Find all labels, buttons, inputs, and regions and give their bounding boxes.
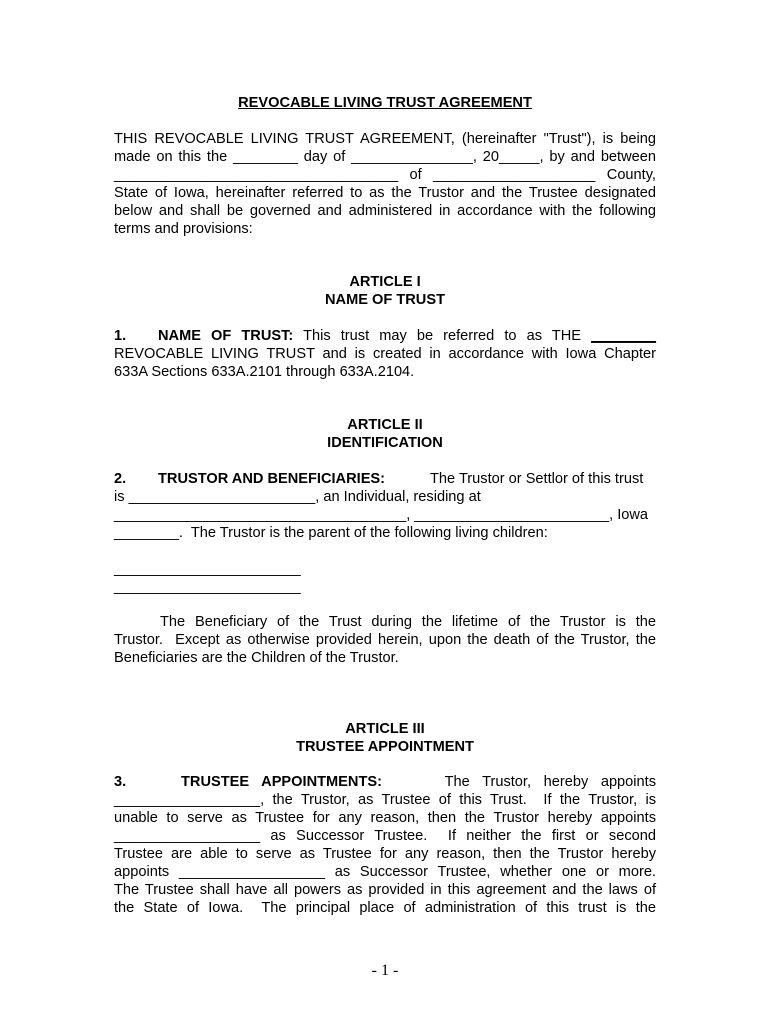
section-text: This trust may be referred to as THE [293,328,592,344]
page-number: - 1 - [371,962,399,979]
section-text: The Trustor, hereby appoints [444,774,656,790]
section-line: ________. The Trustor is the parent of the following living children: [114,525,548,541]
section-title: TRUSTOR AND BENEFICIARIES: [158,471,386,487]
section-title: TRUSTEE APPOINTMENTS: [181,774,382,790]
section-line: unable to serve as Trustee for any reason, then the Trustor hereby appoints [114,810,656,826]
section-number: 2. [114,471,127,487]
document-title: REVOCABLE LIVING TRUST AGREEMENT [238,95,532,111]
section-number: 1. [114,328,127,344]
section-line: Trustee are able to serve as Trustee for any reason, then the Trustor hereby [114,846,656,862]
child-name-blank: _______________________ [114,561,301,577]
beneficiary-line: Trustor. Except as otherwise provided herein, upon the death of the Trustor, the [114,632,656,648]
article-heading: ARTICLE II [347,417,423,433]
article-subheading: NAME OF TRUST [325,292,445,308]
article-subheading: IDENTIFICATION [327,435,443,451]
section-line: The Trustee shall have all powers as provided in this agreement and the laws of [114,882,656,898]
section-number: 3. [114,774,127,790]
article-heading: ARTICLE I [349,274,421,290]
article-heading: ARTICLE III [345,721,425,737]
beneficiary-line: The Beneficiary of the Trust during the lifetime of the Trustor is the [160,614,656,630]
intro-line: made on this the ________ day of _______________, 20_____, by and between [114,149,656,165]
intro-line: ___________________________________ of ____________________ County, [114,167,656,183]
section-line: appoints __________________ as Successor Trustee, whether one or more. [114,864,656,880]
section-text: The Trustor or Settlor of this trust [430,471,644,487]
intro-line: State of Iowa, hereinafter referred to as the Trustor and the Trustee designated [114,185,656,201]
child-name-blank: _______________________ [114,579,301,595]
trust-name-blank: ________ [591,328,657,344]
section-line: REVOCABLE LIVING TRUST and is created in accordance with Iowa Chapter [114,346,656,362]
section-first-line [181,773,656,791]
section-line: 633A Sections 633A.2101 through 633A.2104. [114,364,415,380]
intro-line: below and shall be governed and administered in accordance with the following [114,203,656,219]
section-line: the State of Iowa. The principal place of administration of this trust is the [114,900,656,916]
section-line: __________________, the Trustor, as Trustee of this Trust. If the Trustor, is [114,792,656,808]
section-line: is _______________________, an Individual, residing at [114,489,481,505]
section-first-line [158,327,656,345]
beneficiary-line: Beneficiaries are the Children of the Trustor. [114,650,399,666]
intro-line: THIS REVOCABLE LIVING TRUST AGREEMENT, (hereinafter "Trust"), is being [114,131,656,147]
section-line: ____________________________________, ________________________, Iowa [114,507,649,523]
section-line: __________________ as Successor Trustee. If neither the first or second [114,828,656,844]
section-title: NAME OF TRUST: [158,328,294,344]
section-gap [382,774,445,790]
intro-line: terms and provisions: [114,221,253,237]
article-subheading: TRUSTEE APPOINTMENT [296,739,474,755]
